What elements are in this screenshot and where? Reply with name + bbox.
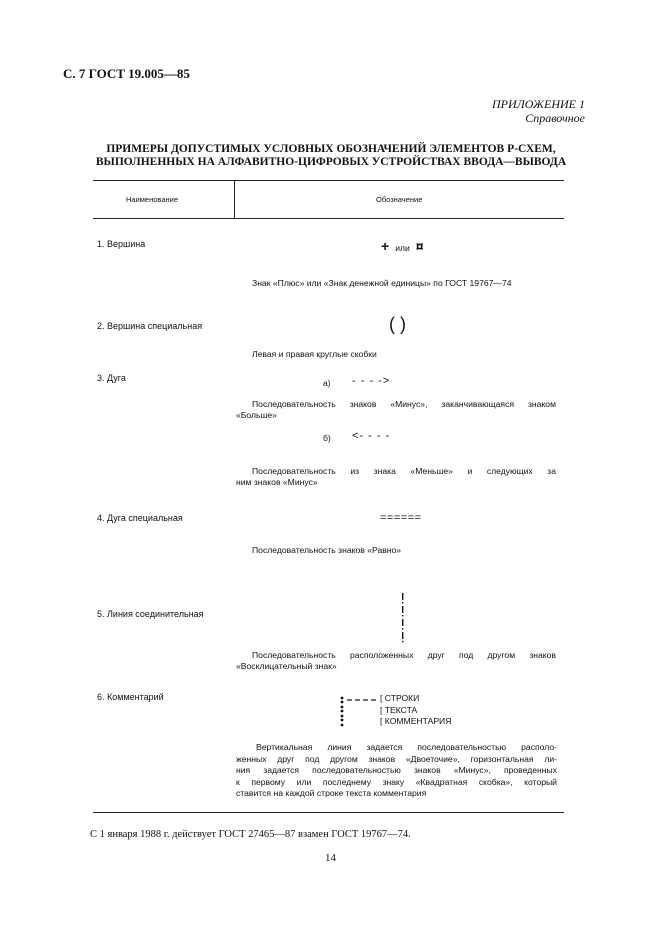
comment-bracket-icon <box>338 694 378 728</box>
table-top-rule <box>93 180 564 181</box>
document-title <box>90 143 572 169</box>
row-1-description: Знак «Плюс» или «Знак денежной единицы» по ГОСТ 19767—74 <box>252 278 512 288</box>
row-5-name: 5. Линия соединительная <box>97 609 204 619</box>
column-header-symbol: Обозначение <box>376 195 423 204</box>
document-header: С. 7 ГОСТ 19.005—85 <box>63 66 190 81</box>
comment-line-2-text: ТЕКСТА <box>384 704 418 715</box>
or-word: или <box>395 243 410 253</box>
row-2-name: 2. Вершина специальная <box>97 321 203 331</box>
row-3-desc-b-line-1: Последовательность из знака «Меньше» и следующих за <box>252 466 556 476</box>
table-header-divider <box>234 180 235 218</box>
comment-line-2: [ ТЕКСТА <box>380 704 418 715</box>
appendix-block <box>492 97 585 125</box>
exclamation-column-icon <box>399 593 407 643</box>
page-number: 14 <box>325 852 336 864</box>
comment-line-1: [ СТРОКИ <box>380 693 420 703</box>
row-6-desc-line-2: женных друг под другом знаков «Двоеточие», горизонтальная ли- <box>236 753 557 764</box>
row-5-desc-line-1: Последовательность расположенных друг под другом знаков <box>252 650 556 660</box>
row-2-symbol: ( ) <box>389 314 406 334</box>
row-4-description: Последовательность знаков «Равно» <box>252 545 402 555</box>
row-6-desc-line-1: Вертикальная линия задается последовательностью располо- <box>256 742 557 752</box>
row-3-desc-b-line-2: ним знаков «Минус» <box>236 477 318 487</box>
row-6-desc-line-4: к первому или последнему знаку «Квадратная скобка», который <box>236 776 557 787</box>
row-3-sub-b-label: б) <box>323 433 331 443</box>
row-6-name: 6. Комментарий <box>97 692 164 702</box>
comment-lines <box>380 693 451 728</box>
currency-sign: ¤ <box>415 238 424 254</box>
row-1-name: 1. Вершина <box>97 239 146 249</box>
comment-line-3: [ КОММЕНТАРИЯ <box>380 716 452 726</box>
plus-sign: + <box>381 238 390 254</box>
row-3-sub-a-label: а) <box>323 378 331 388</box>
row-6-desc-line-5: ставится на каждой строке текста комментария <box>236 788 427 798</box>
row-4-symbol: ====== <box>380 512 422 524</box>
comment-line-1-text: СТРОКИ <box>384 693 420 703</box>
footnote: С 1 января 1988 г. действует ГОСТ 27465—87 взамен ГОСТ 19767—74. <box>90 829 411 840</box>
row-3-desc-a-line-1: Последовательность знаков «Минус», заканчивающаяся знаком <box>252 399 556 409</box>
table-header-rule <box>93 218 564 219</box>
table-bottom-rule <box>93 812 564 813</box>
row-3-name: 3. Дуга <box>97 373 126 383</box>
row-3-sub-b-symbol: <- - - - <box>352 430 391 442</box>
row-3-desc-a-line-2: «Больше» <box>236 410 277 420</box>
appendix-label: ПРИЛОЖЕНИЕ 1 <box>492 97 585 111</box>
row-2-description: Левая и правая круглые скобки <box>252 349 377 359</box>
row-5-desc-line-2: «Восклицательный знак» <box>236 661 337 671</box>
row-4-name: 4. Дуга специальная <box>97 513 183 523</box>
row-1-symbol <box>381 238 424 254</box>
column-header-name: Наименование <box>126 195 178 204</box>
appendix-sublabel: Справочное <box>525 111 585 125</box>
row-6-desc-line-3: ния задается последовательностью знаков «Минус», проведенных <box>236 765 557 775</box>
title-line-2: ВЫПОЛНЕННЫХ НА АЛФАВИТНО-ЦИФРОВЫХ УСТРОЙСТВАХ ВВОДА—ВЫВОДА <box>95 156 567 168</box>
comment-line-3-text: КОММЕНТАРИЯ <box>384 716 452 726</box>
title-line-1: ПРИМЕРЫ ДОПУСТИМЫХ УСЛОВНЫХ ОБОЗНАЧЕНИЙ ЭЛЕМЕНТОВ Р-СХЕМ, <box>106 143 556 155</box>
row-6-description <box>236 742 557 800</box>
row-3-sub-a-symbol: - - - -> <box>352 375 391 387</box>
